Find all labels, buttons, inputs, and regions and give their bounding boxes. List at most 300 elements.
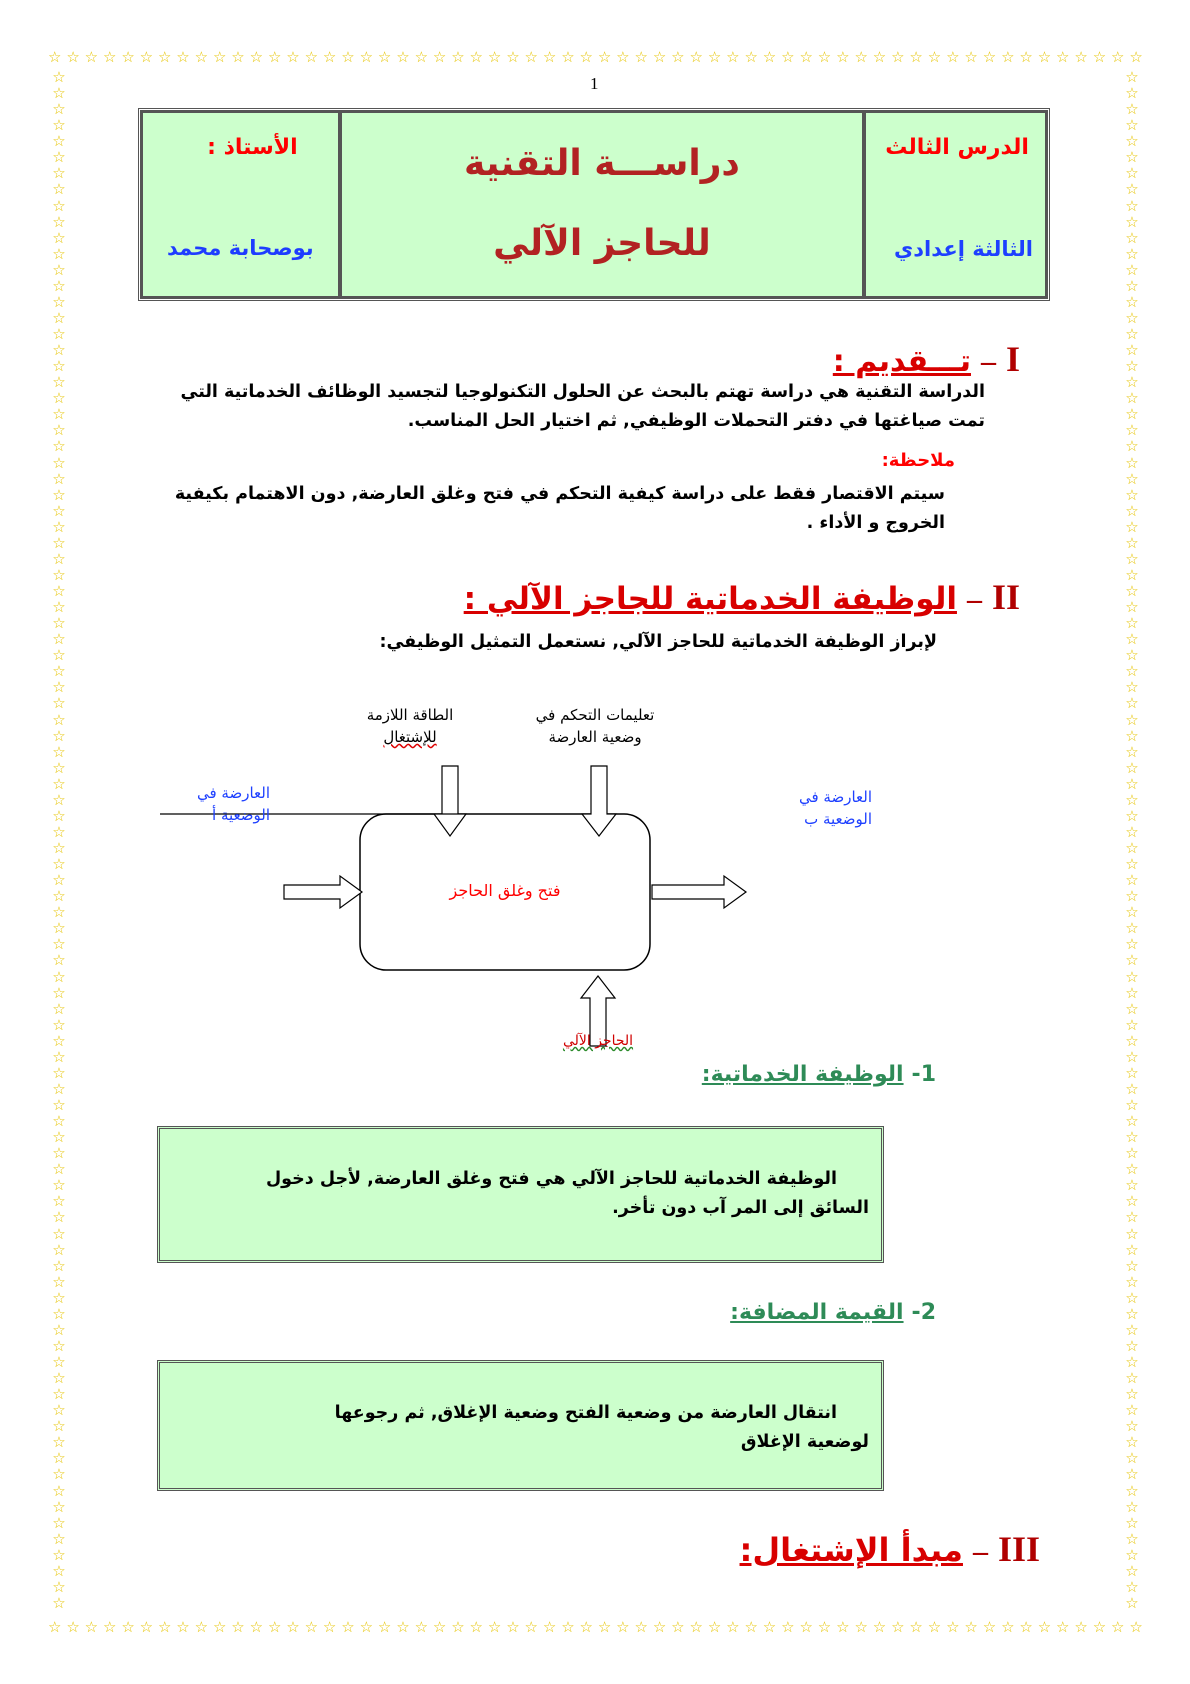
- star-icon: ☆: [1125, 421, 1139, 440]
- star-icon: ☆: [1125, 774, 1139, 793]
- star-icon: ☆: [1125, 1513, 1139, 1532]
- star-icon: ☆: [52, 919, 66, 938]
- sub2-box-line1: انتقال العارضة من وضعية الفتح وضعية الإغلاق, ثم رجوعها: [334, 1403, 837, 1423]
- star-icon: ☆: [946, 1618, 960, 1636]
- star-icon: ☆: [52, 405, 66, 424]
- star-icon: ☆: [52, 742, 66, 761]
- star-icon: ☆: [52, 421, 66, 440]
- title-line2: للحاجز الآلي: [493, 223, 711, 264]
- star-icon: ☆: [891, 1618, 905, 1636]
- label-energy-line1: الطاقة اللازمة: [366, 706, 454, 724]
- star-icon: ☆: [1125, 1336, 1139, 1355]
- star-icon: ☆: [414, 48, 429, 66]
- star-icon: ☆: [1125, 598, 1139, 617]
- star-icon: ☆: [1125, 501, 1139, 520]
- sub2-heading: [730, 1300, 936, 1325]
- star-icon: ☆: [1125, 1224, 1139, 1243]
- star-icon: ☆: [707, 1618, 722, 1636]
- star-icon: ☆: [726, 48, 740, 66]
- star-icon: ☆: [52, 100, 66, 119]
- star-icon: ☆: [1056, 1618, 1070, 1636]
- star-icon: ☆: [506, 48, 520, 66]
- star-icon: ☆: [66, 48, 80, 66]
- star-icon: ☆: [1125, 726, 1139, 745]
- star-icon: ☆: [322, 48, 337, 66]
- star-icon: ☆: [52, 244, 66, 263]
- section1-line2: تمت صياغتها في دفتر التحملات الوظيفي, ثم اختيار الحل المناسب.: [407, 411, 985, 431]
- star-icon: ☆: [52, 1256, 66, 1275]
- star-icon: ☆: [52, 389, 66, 408]
- label-control-line2: وضعية العارضة: [548, 728, 642, 746]
- star-icon: ☆: [1125, 1256, 1139, 1275]
- star-icon: ☆: [542, 48, 557, 66]
- star-icon: ☆: [359, 48, 374, 66]
- star-icon: ☆: [52, 517, 66, 536]
- star-icon: ☆: [52, 437, 66, 456]
- star-icon: ☆: [52, 1417, 66, 1436]
- star-icon: ☆: [1125, 1015, 1139, 1034]
- star-icon: ☆: [451, 1618, 465, 1636]
- star-icon: ☆: [52, 1304, 66, 1323]
- star-icon: ☆: [52, 1561, 66, 1580]
- star-icon: ☆: [1125, 260, 1139, 279]
- star-icon: ☆: [52, 70, 66, 86]
- star-icon: ☆: [1125, 951, 1139, 970]
- star-icon: ☆: [52, 1063, 66, 1082]
- star-icon: ☆: [1125, 1417, 1139, 1436]
- star-icon: ☆: [1092, 48, 1107, 66]
- star-icon: ☆: [396, 48, 410, 66]
- star-icon: ☆: [52, 212, 66, 231]
- star-icon: ☆: [66, 1618, 80, 1636]
- star-icon: ☆: [652, 1618, 667, 1636]
- star-icon: ☆: [52, 469, 66, 488]
- star-icon: ☆: [52, 999, 66, 1018]
- star-icon: ☆: [52, 710, 66, 729]
- label-input-line2: الوضعية أ: [212, 806, 270, 824]
- section1-line1: الدراسة التقنية هي دراسة تهتم بالبحث عن الحلول التكنولوجيا لتجسيد الوظائف الخدماتية التي: [180, 382, 985, 402]
- sub1-number: 1-: [911, 1062, 936, 1087]
- star-icon: ☆: [1125, 1449, 1139, 1468]
- star-icon: ☆: [432, 48, 447, 66]
- star-icon: ☆: [52, 292, 66, 311]
- star-icon: ☆: [1037, 48, 1052, 66]
- star-icon: ☆: [1125, 1433, 1139, 1452]
- star-icon: ☆: [1125, 1481, 1139, 1500]
- star-icon: ☆: [1129, 48, 1143, 66]
- star-icon: ☆: [1125, 1160, 1139, 1179]
- star-icon: ☆: [304, 48, 319, 66]
- star-icon: ☆: [836, 48, 850, 66]
- section1-heading: [833, 338, 1020, 380]
- star-icon: ☆: [1125, 469, 1139, 488]
- star-icon: ☆: [781, 48, 795, 66]
- star-icon: ☆: [52, 228, 66, 247]
- section2-title: الوظيفة الخدماتية للجاجز الآلي :: [463, 581, 957, 617]
- star-icon: ☆: [1001, 48, 1015, 66]
- label-energy: [340, 704, 480, 748]
- star-icon: ☆: [341, 48, 355, 66]
- sub1-title: الوظيفة الخدماتية:: [701, 1062, 904, 1087]
- star-icon: ☆: [52, 1240, 66, 1259]
- star-icon: ☆: [1125, 1577, 1139, 1596]
- star-icon: ☆: [1125, 1240, 1139, 1259]
- star-icon: ☆: [1125, 983, 1139, 1002]
- star-icon: ☆: [689, 48, 703, 66]
- star-icon: ☆: [1125, 549, 1139, 568]
- star-icon: ☆: [1125, 132, 1139, 151]
- star-icon: ☆: [249, 48, 264, 66]
- star-icon: ☆: [579, 1618, 593, 1636]
- star-icon: ☆: [52, 132, 66, 151]
- star-icon: ☆: [487, 48, 502, 66]
- title-line1: دراســـة التقنية: [463, 143, 740, 184]
- star-icon: ☆: [322, 1618, 337, 1636]
- star-icon: ☆: [1125, 614, 1139, 633]
- star-icon: ☆: [52, 116, 66, 135]
- star-icon: ☆: [52, 1176, 66, 1195]
- star-icon: ☆: [121, 48, 135, 66]
- star-icon: ☆: [1125, 1079, 1139, 1098]
- star-icon: ☆: [597, 1618, 612, 1636]
- star-icon: ☆: [487, 1618, 502, 1636]
- star-icon: ☆: [84, 48, 99, 66]
- star-icon: ☆: [249, 1618, 264, 1636]
- star-icon: ☆: [1125, 1465, 1139, 1484]
- star-icon: ☆: [52, 1320, 66, 1339]
- label-energy-line2: للإشتغال: [383, 728, 437, 746]
- section2-dash: –: [966, 583, 982, 616]
- star-icon: ☆: [652, 48, 667, 66]
- star-icon: ☆: [212, 48, 227, 66]
- sub1-heading: [702, 1062, 936, 1087]
- star-icon: ☆: [52, 839, 66, 857]
- sub2-box: [157, 1360, 884, 1491]
- star-icon: ☆: [1125, 517, 1139, 536]
- star-icon: ☆: [1125, 742, 1139, 761]
- star-icon: ☆: [52, 565, 66, 584]
- star-icon: ☆: [1129, 1618, 1143, 1636]
- star-icon: ☆: [194, 1618, 209, 1636]
- star-icon: ☆: [52, 582, 66, 600]
- star-icon: ☆: [1125, 116, 1139, 135]
- note-line2: الخروج و الأداء .: [806, 513, 945, 533]
- star-icon: ☆: [1125, 1096, 1139, 1114]
- star-icon: ☆: [891, 48, 905, 66]
- star-icon: ☆: [52, 1336, 66, 1355]
- star-icon: ☆: [1125, 822, 1139, 841]
- star-icon: ☆: [139, 1618, 154, 1636]
- star-icon: ☆: [52, 341, 66, 360]
- star-icon: ☆: [359, 1618, 374, 1636]
- star-icon: ☆: [872, 48, 887, 66]
- star-icon: ☆: [52, 1079, 66, 1098]
- star-icon: ☆: [52, 678, 66, 697]
- star-icon: ☆: [946, 48, 960, 66]
- label-function: فتح وغلق الحاجز: [449, 881, 561, 900]
- star-icon: ☆: [52, 1128, 66, 1147]
- star-icon: ☆: [52, 501, 66, 520]
- star-icon: ☆: [231, 48, 245, 66]
- section1-title: تـــقديم :: [832, 344, 971, 379]
- star-icon: ☆: [1125, 437, 1139, 456]
- sub2-number: 2-: [911, 1300, 936, 1325]
- star-icon: ☆: [1125, 357, 1139, 376]
- star-icon: ☆: [157, 48, 172, 66]
- star-icon: ☆: [1125, 1545, 1139, 1564]
- star-border-top: [48, 46, 1143, 68]
- star-icon: ☆: [52, 1545, 66, 1564]
- star-icon: ☆: [1125, 1401, 1139, 1420]
- star-icon: ☆: [52, 1047, 66, 1066]
- note-label: ملاحظة:: [881, 450, 955, 471]
- label-output-line1: العارضة في: [798, 788, 872, 806]
- star-icon: ☆: [689, 1618, 703, 1636]
- star-icon: ☆: [1074, 48, 1088, 66]
- star-icon: ☆: [1125, 405, 1139, 424]
- section1-dash: –: [980, 345, 996, 378]
- header-lesson-cell: [864, 111, 1047, 298]
- star-icon: ☆: [52, 887, 66, 906]
- star-icon: ☆: [52, 694, 66, 713]
- star-icon: ☆: [1125, 228, 1139, 247]
- star-icon: ☆: [52, 180, 66, 199]
- star-icon: ☆: [52, 373, 66, 392]
- sub1-box-line2: السائق إلى المر آب دون تأخر.: [612, 1198, 869, 1218]
- star-icon: ☆: [1125, 276, 1139, 295]
- label-control: [515, 704, 675, 748]
- star-icon: ☆: [1125, 871, 1139, 890]
- star-icon: ☆: [52, 260, 66, 279]
- star-icon: ☆: [1001, 1618, 1015, 1636]
- star-icon: ☆: [1125, 1176, 1139, 1195]
- star-icon: ☆: [1125, 694, 1139, 713]
- star-icon: ☆: [1125, 839, 1139, 857]
- star-icon: ☆: [52, 726, 66, 745]
- star-icon: ☆: [52, 1433, 66, 1452]
- star-icon: ☆: [1125, 1031, 1139, 1050]
- star-icon: ☆: [52, 1513, 66, 1532]
- label-output-line2: الوضعية ب: [804, 810, 872, 828]
- star-icon: ☆: [1125, 244, 1139, 263]
- teacher-name: بوصحابة محمد: [167, 236, 314, 260]
- star-border-bottom: [48, 1616, 1143, 1638]
- star-icon: ☆: [1125, 999, 1139, 1018]
- star-icon: ☆: [1125, 84, 1139, 103]
- star-icon: ☆: [1125, 1192, 1139, 1211]
- star-icon: ☆: [102, 48, 117, 66]
- star-icon: ☆: [469, 48, 483, 66]
- section2-roman: II: [991, 577, 1020, 617]
- star-icon: ☆: [414, 1618, 429, 1636]
- star-icon: ☆: [1092, 1618, 1107, 1636]
- star-icon: ☆: [1125, 1272, 1139, 1291]
- star-icon: ☆: [1125, 100, 1139, 119]
- star-icon: ☆: [817, 48, 832, 66]
- star-icon: ☆: [909, 48, 923, 66]
- star-icon: ☆: [451, 48, 465, 66]
- star-icon: ☆: [726, 1618, 740, 1636]
- star-icon: ☆: [1125, 373, 1139, 392]
- star-icon: ☆: [52, 1465, 66, 1484]
- star-icon: ☆: [52, 871, 66, 890]
- star-icon: ☆: [1125, 389, 1139, 408]
- star-icon: ☆: [1125, 325, 1139, 343]
- star-icon: ☆: [1125, 533, 1139, 552]
- star-icon: ☆: [1125, 806, 1139, 825]
- star-icon: ☆: [52, 1288, 66, 1307]
- star-icon: ☆: [1037, 1618, 1052, 1636]
- section1-paragraph: [85, 378, 985, 436]
- star-icon: ☆: [671, 48, 685, 66]
- star-icon: ☆: [1125, 485, 1139, 504]
- star-border-right: [1121, 70, 1143, 1610]
- star-icon: ☆: [964, 1618, 978, 1636]
- star-icon: ☆: [52, 822, 66, 841]
- star-icon: ☆: [121, 1618, 135, 1636]
- star-icon: ☆: [1125, 855, 1139, 874]
- star-icon: ☆: [744, 1618, 758, 1636]
- note-line1: سيتم الاقتصار فقط على دراسة كيفية التحكم في فتح وغلق العارضة, دون الاهتمام بكيفية: [174, 484, 945, 504]
- star-icon: ☆: [1019, 48, 1033, 66]
- star-icon: ☆: [52, 1481, 66, 1500]
- functional-diagram: [160, 686, 900, 1056]
- section3-dash: –: [972, 1535, 988, 1568]
- star-icon: ☆: [48, 48, 62, 66]
- star-icon: ☆: [341, 1618, 355, 1636]
- star-icon: ☆: [1125, 1320, 1139, 1339]
- level-label: الثالثة إعدادي: [894, 237, 1033, 261]
- star-icon: ☆: [52, 806, 66, 825]
- star-icon: ☆: [1125, 1497, 1139, 1516]
- star-icon: ☆: [469, 1618, 483, 1636]
- star-icon: ☆: [872, 1618, 887, 1636]
- star-icon: ☆: [616, 1618, 630, 1636]
- star-icon: ☆: [52, 1593, 66, 1610]
- star-icon: ☆: [561, 1618, 575, 1636]
- section3-title: مبدأ الإشتغال:: [739, 1531, 963, 1569]
- star-icon: ☆: [1125, 1593, 1139, 1610]
- star-icon: ☆: [1125, 582, 1139, 600]
- star-icon: ☆: [52, 148, 66, 167]
- star-icon: ☆: [52, 630, 66, 649]
- star-icon: ☆: [84, 1618, 99, 1636]
- star-icon: ☆: [52, 1208, 66, 1227]
- star-icon: ☆: [1125, 1208, 1139, 1227]
- star-icon: ☆: [52, 758, 66, 777]
- label-input-line1: العارضة في: [196, 784, 270, 802]
- star-icon: ☆: [927, 48, 942, 66]
- star-icon: ☆: [1074, 1618, 1088, 1636]
- star-icon: ☆: [52, 308, 66, 327]
- star-icon: ☆: [377, 48, 392, 66]
- star-icon: ☆: [762, 1618, 777, 1636]
- sub2-box-text: [179, 1399, 869, 1457]
- star-icon: ☆: [1125, 1385, 1139, 1404]
- header-table: [138, 108, 1050, 301]
- star-icon: ☆: [1125, 630, 1139, 649]
- star-icon: ☆: [52, 1449, 66, 1468]
- section3-roman: III: [997, 1529, 1040, 1569]
- star-icon: ☆: [1125, 919, 1139, 938]
- star-icon: ☆: [1125, 646, 1139, 665]
- star-icon: ☆: [52, 485, 66, 504]
- star-icon: ☆: [836, 1618, 850, 1636]
- star-icon: ☆: [52, 983, 66, 1002]
- star-icon: ☆: [102, 1618, 117, 1636]
- star-icon: ☆: [1125, 887, 1139, 906]
- teacher-label: الأستاذ :: [207, 135, 298, 160]
- star-icon: ☆: [432, 1618, 447, 1636]
- star-icon: ☆: [52, 662, 66, 681]
- star-icon: ☆: [909, 1618, 923, 1636]
- star-icon: ☆: [1125, 790, 1139, 809]
- note-paragraph: [95, 480, 945, 538]
- label-output: [762, 786, 872, 830]
- star-icon: ☆: [52, 325, 66, 343]
- star-icon: ☆: [1111, 1618, 1125, 1636]
- label-input: [160, 782, 270, 826]
- star-icon: ☆: [982, 48, 997, 66]
- star-icon: ☆: [817, 1618, 832, 1636]
- star-icon: ☆: [52, 1272, 66, 1291]
- star-icon: ☆: [139, 48, 154, 66]
- arrow-input: [284, 876, 362, 908]
- star-icon: ☆: [671, 1618, 685, 1636]
- star-icon: ☆: [52, 903, 66, 922]
- star-icon: ☆: [927, 1618, 942, 1636]
- star-icon: ☆: [964, 48, 978, 66]
- star-icon: ☆: [1125, 1047, 1139, 1066]
- star-icon: ☆: [1125, 935, 1139, 954]
- star-icon: ☆: [524, 1618, 538, 1636]
- star-icon: ☆: [597, 48, 612, 66]
- star-icon: ☆: [52, 1401, 66, 1420]
- star-icon: ☆: [579, 48, 593, 66]
- star-icon: ☆: [52, 935, 66, 954]
- label-control-line1: تعليمات التحكم في: [535, 706, 655, 724]
- star-icon: ☆: [1125, 341, 1139, 360]
- star-icon: ☆: [1125, 212, 1139, 231]
- star-icon: ☆: [1125, 1353, 1139, 1371]
- star-icon: ☆: [267, 1618, 282, 1636]
- star-icon: ☆: [52, 1096, 66, 1114]
- star-icon: ☆: [1125, 308, 1139, 327]
- star-icon: ☆: [286, 1618, 300, 1636]
- star-icon: ☆: [561, 48, 575, 66]
- star-icon: ☆: [707, 48, 722, 66]
- star-icon: ☆: [52, 453, 66, 472]
- star-icon: ☆: [52, 1577, 66, 1596]
- star-icon: ☆: [52, 598, 66, 617]
- star-icon: ☆: [52, 1160, 66, 1179]
- star-icon: ☆: [52, 196, 66, 215]
- star-icon: ☆: [1125, 967, 1139, 986]
- star-icon: ☆: [1125, 1561, 1139, 1580]
- star-icon: ☆: [52, 646, 66, 665]
- star-icon: ☆: [1125, 678, 1139, 697]
- sub2-title: القيمة المضافة:: [730, 1300, 904, 1325]
- star-icon: ☆: [231, 1618, 245, 1636]
- star-icon: ☆: [982, 1618, 997, 1636]
- star-icon: ☆: [524, 48, 538, 66]
- star-icon: ☆: [52, 84, 66, 103]
- star-icon: ☆: [377, 1618, 392, 1636]
- star-icon: ☆: [157, 1618, 172, 1636]
- star-icon: ☆: [1125, 1369, 1139, 1388]
- star-icon: ☆: [1125, 1112, 1139, 1131]
- star-icon: ☆: [52, 614, 66, 633]
